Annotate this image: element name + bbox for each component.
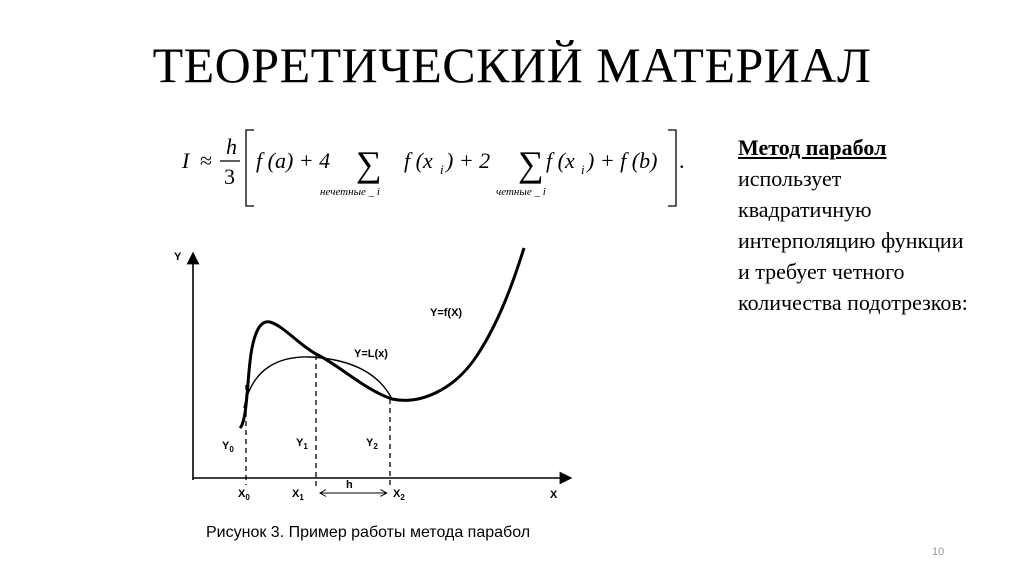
formula-lhs: I <box>182 148 190 173</box>
formula-odd-subscript: нечетные _ i <box>320 186 380 198</box>
simpson-formula <box>170 118 710 218</box>
parabola-label: Y=L(x) <box>354 348 388 360</box>
formula-term-odd-sub: i <box>440 162 444 177</box>
formula-right-bracket <box>668 130 676 206</box>
formula-frac-num: h <box>226 134 237 159</box>
slide-title: ТЕОРЕТИЧЕСКИЙ МАТЕРИАЛ <box>152 37 872 93</box>
formula-term-odd: f (x <box>404 148 433 173</box>
interpolating-parabola <box>244 357 392 408</box>
y1-label: $Y_1$ <box>296 437 308 451</box>
x2-label: $X_2$ <box>393 488 405 502</box>
function-curve <box>240 248 524 428</box>
h-label: h <box>346 479 353 491</box>
formula-end-dot: . <box>679 148 685 173</box>
x0-label: $X_0$ <box>238 488 250 502</box>
function-curve-label: Y=f(X) <box>430 307 463 319</box>
parabola-method-figure <box>160 240 580 520</box>
formula-term-fa: f (a) + 4 <box>256 148 331 173</box>
formula-frac-den: 3 <box>224 164 235 189</box>
formula-term-even-tail: ) + f (b) <box>587 148 658 173</box>
y-axis-label: Y <box>174 251 182 263</box>
formula-term-even-sub: i <box>581 162 585 177</box>
x1-label: $X_1$ <box>292 488 304 502</box>
formula-term-odd-tail: ) + 2 <box>446 148 491 173</box>
formula-approx: ≈ <box>200 148 213 173</box>
method-heading: Метод парабол <box>738 135 887 160</box>
method-body: использует квадратичную интерполяцию функции и требует четного количества подотрезков: <box>738 166 968 315</box>
method-description <box>738 132 978 318</box>
formula-even-subscript: четные _ i <box>496 186 546 198</box>
formula-sum-odd: ∑ <box>356 144 382 184</box>
x-axis-label: X <box>550 489 558 501</box>
figure-caption: Рисунок 3. Пример работы метода парабол <box>206 524 531 541</box>
y0-label: $Y_0$ <box>222 440 234 454</box>
formula-sum-even: ∑ <box>518 144 544 184</box>
y2-label: $Y_2$ <box>366 437 378 451</box>
formula-term-even: f (x <box>546 148 575 173</box>
page-number: 10 <box>932 546 945 558</box>
formula-left-bracket <box>246 130 254 206</box>
